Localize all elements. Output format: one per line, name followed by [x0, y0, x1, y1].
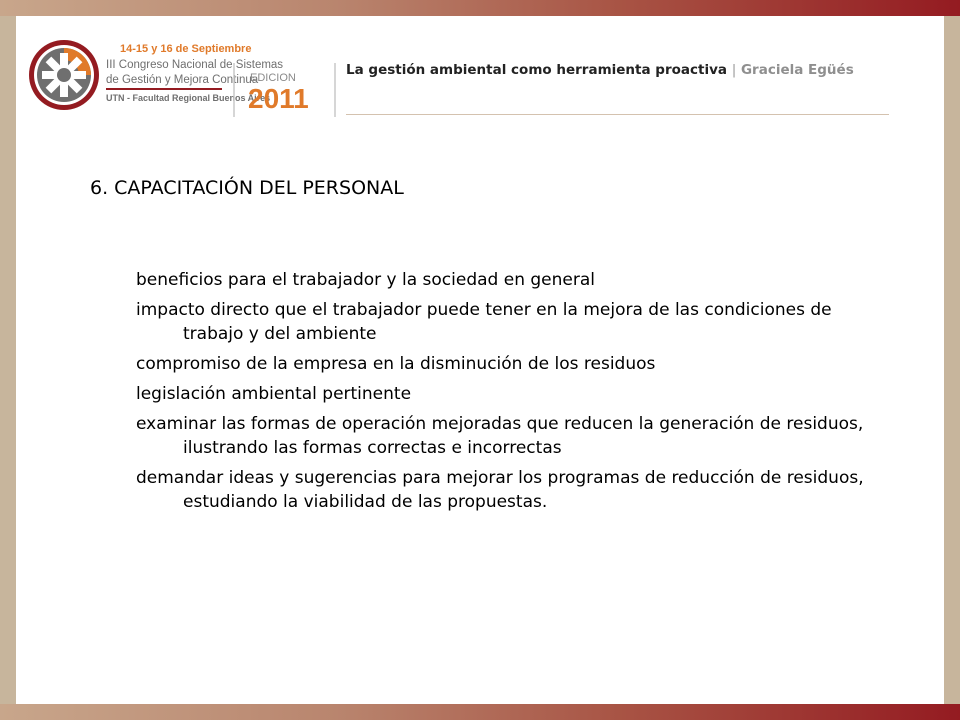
logo-congress-line-2: de Gestión y Mejora Continua — [106, 74, 259, 86]
section-title: 6. CAPACITACIÓN DEL PERSONAL — [90, 177, 404, 199]
logo-edition-label: EDICION — [250, 72, 296, 84]
bottom-gradient-bar — [0, 704, 960, 720]
logo-edition-year: 2011 — [248, 83, 309, 114]
logo-dates: 14-15 y 16 de Septiembre — [120, 43, 252, 55]
top-gradient-bar — [0, 0, 960, 16]
list-item: demandar ideas y sugerencias para mejorar los programas de reducción de residuos, estudiando la viabilidad de las propuestas. — [136, 468, 864, 512]
header-divider — [346, 114, 889, 115]
logo-faculty: UTN - Facultad Regional Buenos Aires — [106, 93, 271, 103]
bullet-list — [136, 268, 896, 520]
header-separator: | — [731, 62, 737, 78]
conference-logo — [22, 25, 342, 125]
list-item: legislación ambiental pertinente — [136, 384, 412, 404]
list-item: compromiso de la empresa en la disminución de los residuos — [136, 354, 656, 374]
utn-logo-icon — [29, 40, 99, 110]
list-item: beneficios para el trabajador y la sociedad en general — [136, 270, 595, 290]
presentation-header — [346, 62, 866, 79]
presentation-title: La gestión ambiental como herramienta proactiva — [346, 62, 727, 78]
list-item: impacto directo que el trabajador puede tener en la mejora de las condiciones de trabajo y del ambiente — [136, 300, 832, 344]
list-item: examinar las formas de operación mejoradas que reducen la generación de residuos, ilustrando las formas correctas e incorrectas — [136, 414, 864, 458]
presentation-author: Graciela Egüés — [740, 62, 854, 78]
logo-congress-line-1: III Congreso Nacional de Sistemas — [106, 59, 284, 71]
